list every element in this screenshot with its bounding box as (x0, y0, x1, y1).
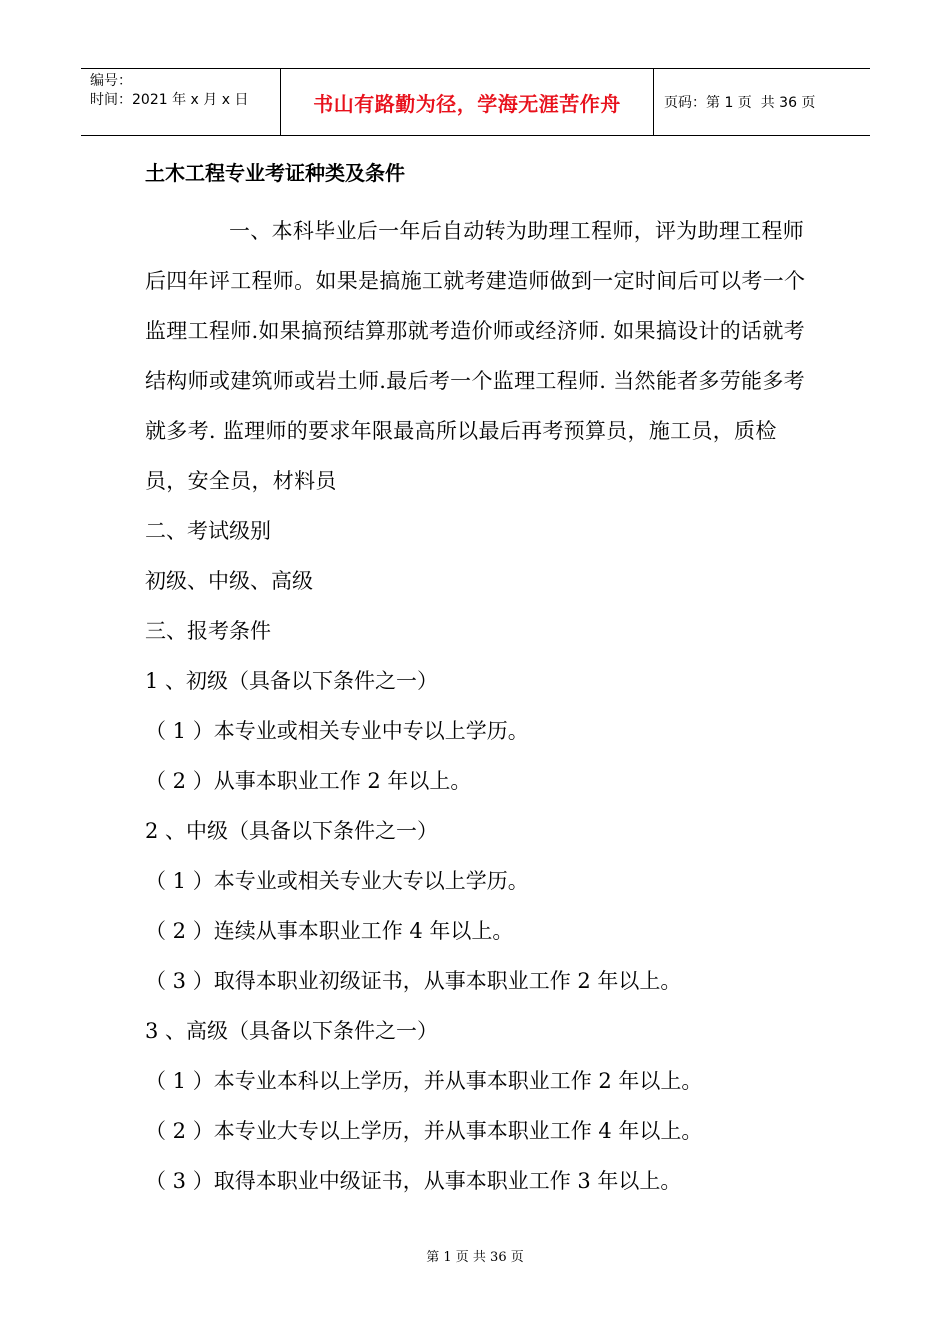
body-line: 3 、高级（具备以下条件之一） (145, 1019, 439, 1043)
body-line: （ 2 ）本专业大专以上学历，并从事本职业工作 4 年以上。 (145, 1119, 703, 1143)
body-line: 2 、中级（具备以下条件之一） (145, 819, 439, 843)
body-line: （ 1 ）本专业或相关专业大专以上学历。 (145, 869, 529, 893)
body-line: （ 3 ）取得本职业初级证书，从事本职业工作 2 年以上。 (145, 969, 682, 993)
header-page-info: 页码：第 1 页 共 36 页 (664, 95, 816, 111)
body-line: 1 、初级（具备以下条件之一） (145, 669, 439, 693)
body-line: （ 2 ）从事本职业工作 2 年以上。 (145, 769, 472, 793)
body-line: （ 1 ）本专业或相关专业中专以上学历。 (145, 719, 529, 743)
body-line: 初级、中级、高级 (145, 569, 313, 593)
body-line: （ 2 ）连续从事本职业工作 4 年以上。 (145, 919, 514, 943)
document-number-label: 编号： (90, 73, 132, 89)
header-motto: 书山有路勤为径，学海无涯苦作舟 (281, 69, 654, 135)
body-line: 三、报考条件 (145, 619, 271, 643)
body-line: （ 3 ）取得本职业中级证书，从事本职业工作 3 年以上。 (145, 1169, 682, 1193)
page-header (81, 68, 870, 136)
header-meta (81, 69, 281, 135)
page-footer: 第 1 页 共 36 页 (426, 1250, 524, 1265)
document-body (145, 206, 815, 1206)
document-time: 时间：2021 年 x 月 x 日 (90, 92, 249, 108)
body-line: 二、考试级别 (145, 519, 271, 543)
intro-paragraph: 一、本科毕业后一年后自动转为助理工程师，评为助理工程师后四年评工程师。如果是搞施工就考建造师做到一定时间后可以考一个监理工程师.如果搞预结算那就考造价师或经济师. 如果搞设计的话就考结构师或建筑师或岩土师.最后考一个监理工程师. 当然能者多劳能多考就多考. 监理师的要求年限最高所以最后再考预算员，施工员，质检员，安全员，材料员 (145, 219, 806, 493)
document-title: 土木工程专业考证种类及条件 (145, 161, 405, 185)
body-line: （ 1 ）本专业本科以上学历，并从事本职业工作 2 年以上。 (145, 1069, 703, 1093)
